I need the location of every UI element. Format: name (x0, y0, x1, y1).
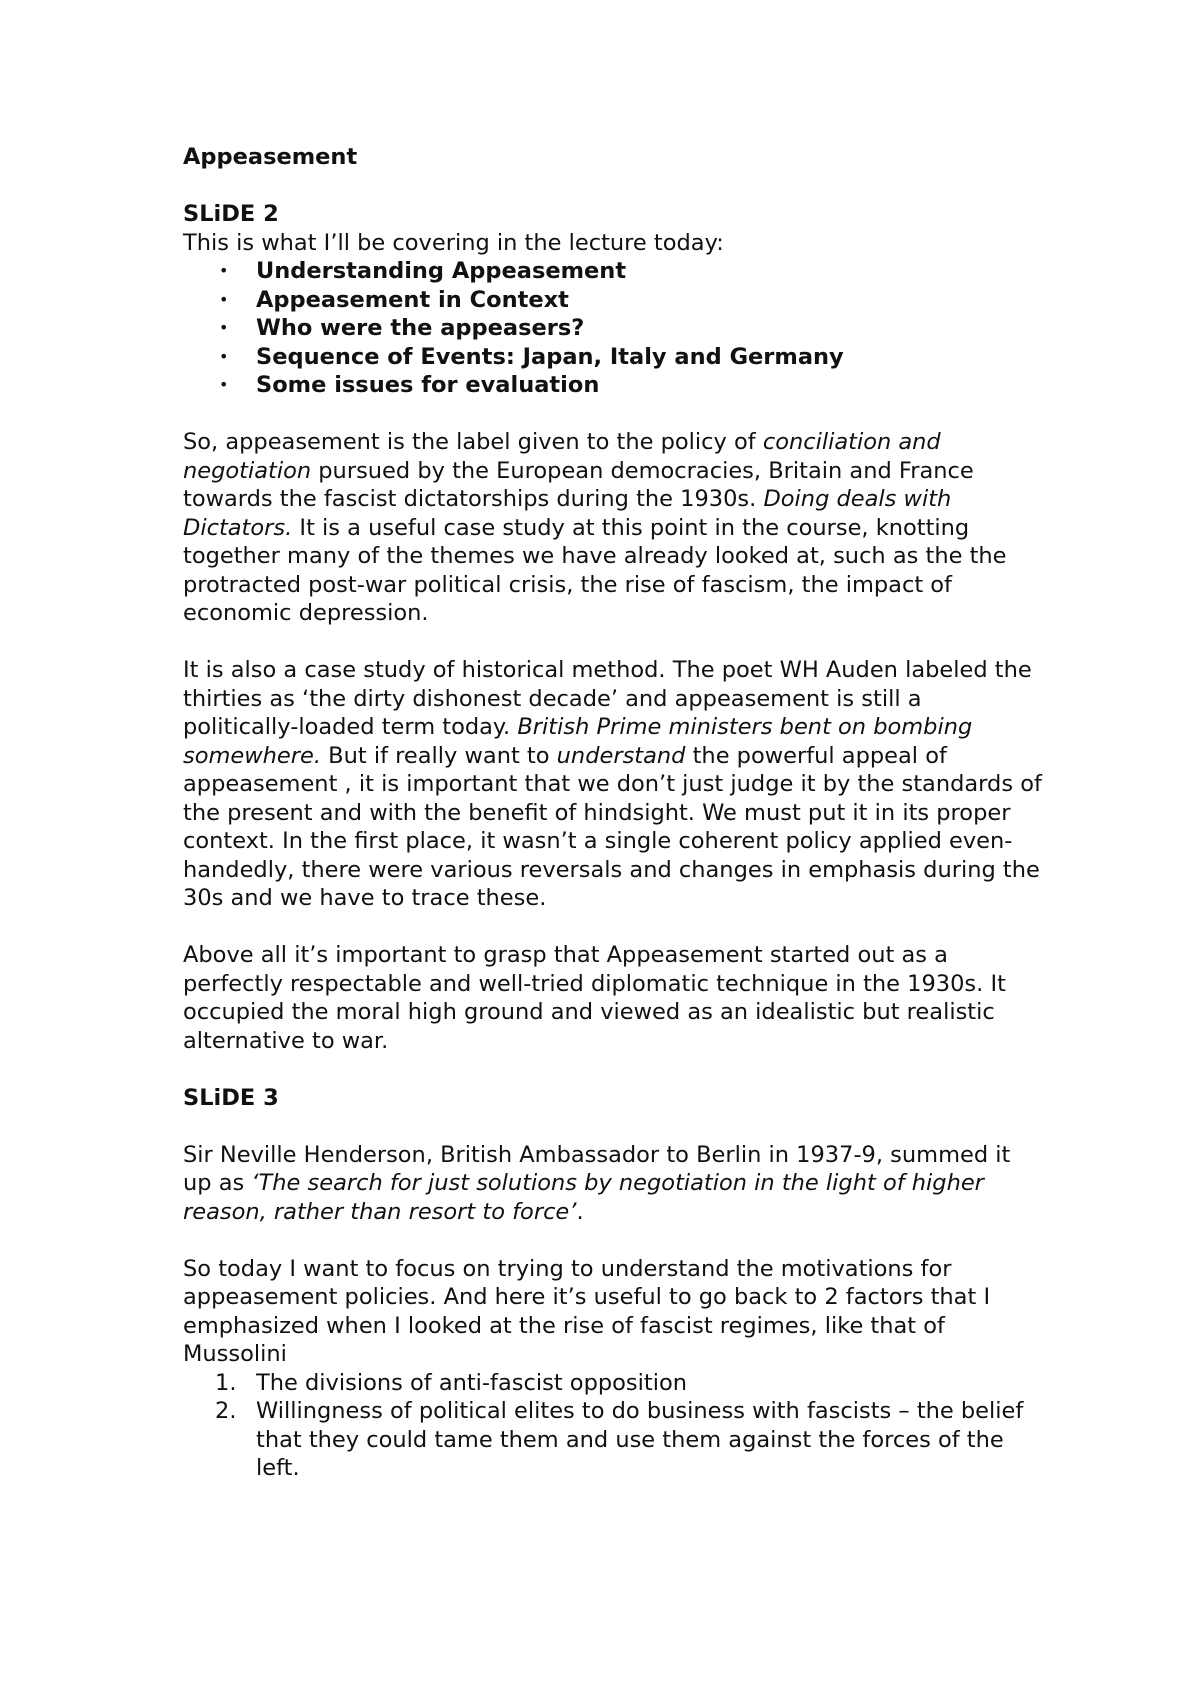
list-number: 2. (215, 1398, 237, 1424)
list-item (183, 1369, 1043, 1398)
paragraph-diplomatic-technique: Above all it’s important to grasp that Appeasement started out as a perfectly respectable and well-tried diplomatic technique in the 1930s. It occupied the moral high ground and viewed as an idealistic but realistic alternative to war. (183, 942, 1006, 1054)
text-run: Sir Neville Henderson, British Ambassador to Berlin in 1937-9, summed it up as (183, 1141, 1011, 1196)
italic-run: understand (556, 742, 686, 769)
bullet-icon: • (219, 346, 229, 366)
spacer (183, 1112, 1043, 1141)
list-item-text: Appeasement in Context (256, 286, 569, 313)
italic-run: Doing deals with Dictators. (183, 486, 952, 541)
bullet-icon: • (219, 375, 229, 394)
paragraph-historical-method (183, 656, 1043, 913)
spacer (183, 172, 1043, 201)
text-run: It is also a case study of historical method. The poet WH Auden labeled the thirties as ‘the dirty dishonest decade’ and appeasement is still a politically-loaded term today. (183, 657, 1032, 740)
bullet-icon: • (219, 289, 229, 309)
bullet-icon: • (219, 261, 229, 280)
list-item (183, 286, 1043, 315)
bullet-icon: • (219, 318, 229, 337)
text-run: But if really want to (321, 742, 557, 769)
list-item-text: Willingness of political elites to do business with fascists – the belief that they could tame them and use them against the forces of the left. (256, 1398, 1024, 1481)
list-item-text: The divisions of anti-fascist opposition (256, 1369, 687, 1396)
list-item-text: Sequence of Events: Japan, Italy and Germany (256, 343, 844, 370)
spacer (183, 400, 1043, 429)
paragraph-motivations: So today I want to focus on trying to understand the motivations for appeasement policies. And here it’s useful to go back to 2 factors that I emphasized when I looked at the rise of fascist regimes, like that of Mussolini (183, 1255, 991, 1367)
italic-run: conciliation and negotiation (183, 429, 941, 484)
text-run: . (576, 1198, 584, 1225)
spacer (183, 913, 1043, 942)
list-item-text: Understanding Appeasement (256, 258, 627, 284)
factor-list (183, 1369, 1043, 1483)
text-run: So, appeasement is the label given to the policy of (183, 429, 763, 455)
list-item (183, 1397, 1043, 1483)
italic-run: ‘The search for just solutions by negotiation in the light of higher reason, rather than resort to force’ (183, 1170, 984, 1225)
list-item (183, 257, 1043, 286)
list-item-text: Who were the appeasers? (256, 315, 585, 341)
list-item (183, 314, 1043, 343)
text-run: It is a useful case study at this point in the course, knotting together many of the themes we have already looked at, such as the the protracted post-war political crisis, the rise of fascism, the impact of economic depression. (183, 514, 1007, 626)
paragraph-henderson-quote (183, 1141, 1043, 1227)
document-body (183, 143, 1043, 1483)
slide-2-intro: This is what I’ll be covering in the lecture today: (183, 229, 724, 256)
list-item-text: Some issues for evaluation (256, 372, 600, 398)
slide-2-heading: SLiDE 2 (183, 201, 279, 227)
topic-list (183, 257, 1043, 400)
spacer (183, 628, 1043, 657)
spacer (183, 1226, 1043, 1255)
spacer (183, 1055, 1043, 1084)
slide-3-heading: SLiDE 3 (183, 1084, 279, 1111)
paragraph-definition (183, 428, 1043, 628)
italic-run: British Prime ministers bent on bombing somewhere. (183, 714, 973, 769)
document-title: Appeasement (183, 144, 358, 170)
list-item (183, 371, 1043, 400)
text-run: the powerful appeal of appeasement , it is important that we don’t just judge it by the standards of the present and with the benefit of hindsight. We must put it in its proper context. In the first place, it wasn’t a single coherent policy applied even-handedly, there were various reversals and changes in emphasis during the 30s and we have to trace these. (183, 742, 1042, 911)
text-run: pursued by the European democracies, Britain and France towards the fascist dictatorships during the 1930s. (183, 457, 974, 512)
list-number: 1. (215, 1369, 237, 1396)
list-item (183, 343, 1043, 372)
